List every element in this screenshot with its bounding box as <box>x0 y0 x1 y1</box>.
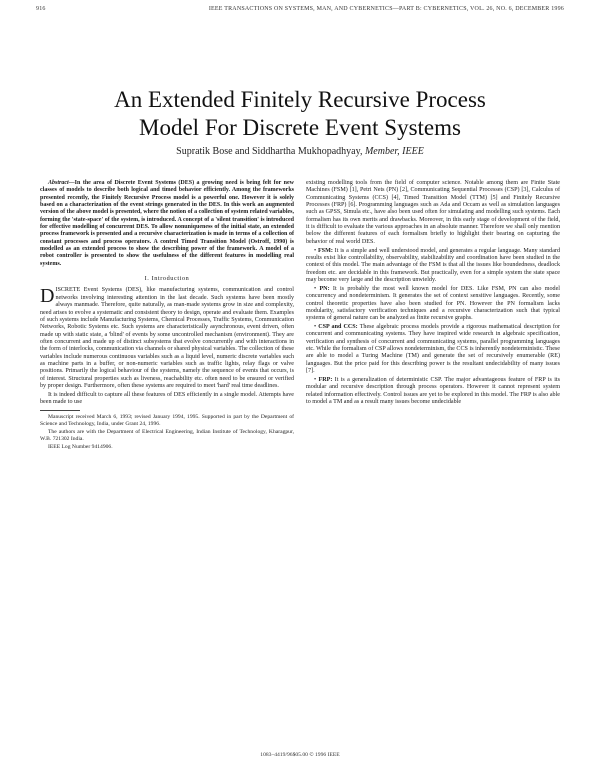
copyright-footer: 1083–4419/96$05.00 © 1996 IEEE <box>260 752 340 758</box>
bullet-pn-text: It is probably the most well known model for DES. Like FSM, PN can also model concurrency and nondeterminism. It generates the set of context sensitive languages. Recently, some control theoretic properties have also been studied for PN. However the PN formalism lacks modularity, satisfactory verification techniques and a recursive characterization such that typical systems of general nature can be analyzed as finite recursive graphs. <box>306 285 560 322</box>
author-membership: Member, IEEE <box>364 146 424 157</box>
footnote-manuscript: Manuscript received March 6, 1993; revised January 1994, 1995. Supported in part by the Department of Science and Technology, India, under Grant 24, 1996. <box>40 414 294 428</box>
intro-paragraph-2: It is indeed difficult to capture all these features of DES efficiently in a single model. Attempts have been made to use <box>40 391 294 406</box>
bullet-fsm-term: FSM: <box>317 247 333 254</box>
left-column <box>40 180 294 452</box>
running-header <box>36 6 564 18</box>
title-line-2: Model For Discrete Event Systems <box>139 115 461 140</box>
journal-title: IEEE TRANSACTIONS ON SYSTEMS, MAN, AND CYBERNETICS—PART B: CYBERNETICS, VOL. 26, NO. 6, DECEMBER 1996 <box>208 6 564 12</box>
bullet-pn: • PN: It is probably the most well known model for DES. Like FSM, PN can also model concurrency and nondeterminism. It generates the set of context sensitive languages. Recently, some control theoretic properties have also been studied for PN. However the PN formalism lacks modularity, satisfactory verification techniques and a recursive characterization such that typical systems of general nature can be analyzed as finite recursive graphs. <box>306 285 560 322</box>
bullet-fsm: • FSM: It is a simple and well understood model, and generates a regular language. Many standard results exist like controllability, observability, stabilizability and coordination have been studied in the context of this model. The main advantage of the FSM is that all the issues like boundedness, deadlock freedom etc. are decidable in this framework. But practically, even for a simple system the state space may become very large and the description unwieldy. <box>306 247 560 283</box>
author-names: Supratik Bose and Siddhartha Mukhopadhyay, <box>176 146 363 157</box>
bullet-pn-term: PN: <box>319 285 330 292</box>
bullet-csp-ccs-term: CSP and CCS: <box>318 324 358 331</box>
bullet-csp-ccs-text: These algebraic process models provide a rigorous mathematical description for concurrent and communicating systems. They have inspired wide research in algebraic specification, verification and synthesis of concurrent and communicating systems, parallel programming languages etc. While the formalism of CSP allows nondeterminism, the CCS is inherently nondeterministic. These are able to model a Turing Machine (TM) and generate the set of recursively enumerable (RE) languages. But the price paid for this describing power is the resultant undecidability of many issues [7]. <box>306 324 560 375</box>
bullet-frp-text: It is a generalization of deterministic CSP. The major advantageous feature of FRP is its modular and recursive description through process operators. However it cannot represent system related information effectively. Control issues are yet to be explored in this model. The FRP is also able to model a TM and as a result many issues become undecidable <box>306 376 560 405</box>
bullet-frp: • FRP: It is a generalization of deterministic CSP. The major advantageous feature of FRP is its modular and recursive description through process operators. However it cannot represent system related information effectively. Control issues are yet to be explored in this model. The FRP is also able to model a TM and as a result many issues become undecidable <box>306 376 560 405</box>
abstract <box>40 180 294 268</box>
right-column <box>306 180 560 408</box>
author-line <box>0 146 600 157</box>
bullet-fsm-text: It is a simple and well understood model, and generates a regular language. Many standard results exist like controllability, observability, stabilizability and coordination have been studied in the context of this model. The main advantage of the FSM is that all the issues like boundedness, deadlock freedom etc. are decidable in this framework. But practically, even for a simple system the state space may become very large and the description unwieldy. <box>306 247 560 283</box>
abstract-label: Abstract— <box>48 180 75 186</box>
right-intro-paragraph: existing modelling tools from the field of computer science. Notable among them are Finite State Machines (FSM) [1], Petri Nets (PN) [2], Communicating Sequential Processes (CSP) [3], Calculus of Communicating Systems (CCS) [4], Timed Transition Model (TTM) [5] and Finitely Recursive Processes (FRP) [6]. Programming languages such as Ada and Occam as well as simulation languages such as GPSS, Simula etc., have also been used often for simulating and modelling such systems. Each formalism has its own merits and drawbacks. Moreover, in this early stage of development of the field, it is difficult to evaluate the various approaches in an absolute manner. Therefore we shall only mention below the different features of each formalism briefly to highlight their bearing on capturing the behavior of real world DES. <box>306 180 560 245</box>
footnote-rule <box>40 410 80 411</box>
footnote-affiliation: The authors are with the Department of Electrical Engineering, Indian Institute of Technology, Kharagpur, W.B. 721302 India. <box>40 429 294 442</box>
abstract-text: In the area of Discrete Event Systems (DES) a growing need is being felt for new classes of models to describe both logical and timed behavior efficiently. Among the frameworks presented recently, the Finitely Recursive Process model is a powerful one. However it is solely based on a characterization of the event strings generated in the DES. In this work an augmented version of the above model is presented, where the notion of a collection of system related variables, forming the 'state-space' of the system, is introduced. A concept of a 'silent transition' is introduced for effective modelling of concurrent DES. To allow nonuniqueness of the initial state, an extended process framework is presented and a recursive characterization is made in terms of a collection of constant processes and process operators. A control Timed Transition Model (Ostroff, 1990) is modelled as an extended process to show the describing power of the framework. A model of a robot controller is presented to show the usefulness of the different features in modelling real systems. <box>40 180 294 267</box>
paper-title <box>0 86 600 142</box>
intro-paragraph-1 <box>40 287 294 390</box>
drop-cap: D <box>40 285 55 308</box>
page-number: 916 <box>36 6 46 12</box>
intro-paragraph-1-text: ISCRETE Event Systems (DES), like manufacturing systems, communication and control networks involving interesting attention in the last decade. Such systems have been mostly always manmade. Therefore, quite naturally, as man-made systems grow in size and complexity, need arises to evolve a systematic and consistent theory to design, operate and evaluate them. Examples of such systems include Manufacturing Systems, Chemical Processes, Traffic Systems, Communication Networks, Robotic Systems etc. Such systems are characteristically asynchronous, event driven, often made up with static state, a 'blind' of events by some uncontrolled mechanism (environment). They are often concurrent and made up of distinct subsystems that evolve concurrently and with interactions in the form of interlocks, communication via channels or shared physical variables. The collection of these variables include numerous continuous variables such as a liquid level, numeric discrete variables such as machine parts in a buffer, or non-numeric variables such as traffic lights, relay flags or valve positions. Primarily the logical behaviour of the systems, namely the sequence of events that occurs, is of interest. Structural properties such as liveness, reachability etc. often need to be ensured or verified by proper design. Furthermore, often these systems are required to meet 'hard' real time deadlines. <box>40 287 294 389</box>
footnote-ieee-log: IEEE Log Number 9414906. <box>48 443 113 450</box>
bullet-csp-ccs: • CSP and CCS: These algebraic process models provide a rigorous mathematical description for concurrent and communicating systems. They have inspired wide research in algebraic specification, verification and synthesis of concurrent and communicating systems, parallel programming languages etc. While the formalism of CSP allows nondeterminism, the CCS is inherently nondeterministic. These are able to model a Turing Machine (TM) and generate the set of recursively enumerable (RE) languages. But the price paid for this describing power is the resultant undecidability of many issues [7]. <box>306 324 560 375</box>
section-heading-introduction: I. Introduction <box>144 275 190 283</box>
title-line-1: An Extended Finitely Recursive Process <box>114 87 486 112</box>
bullet-frp-term: FRP: <box>318 376 333 383</box>
